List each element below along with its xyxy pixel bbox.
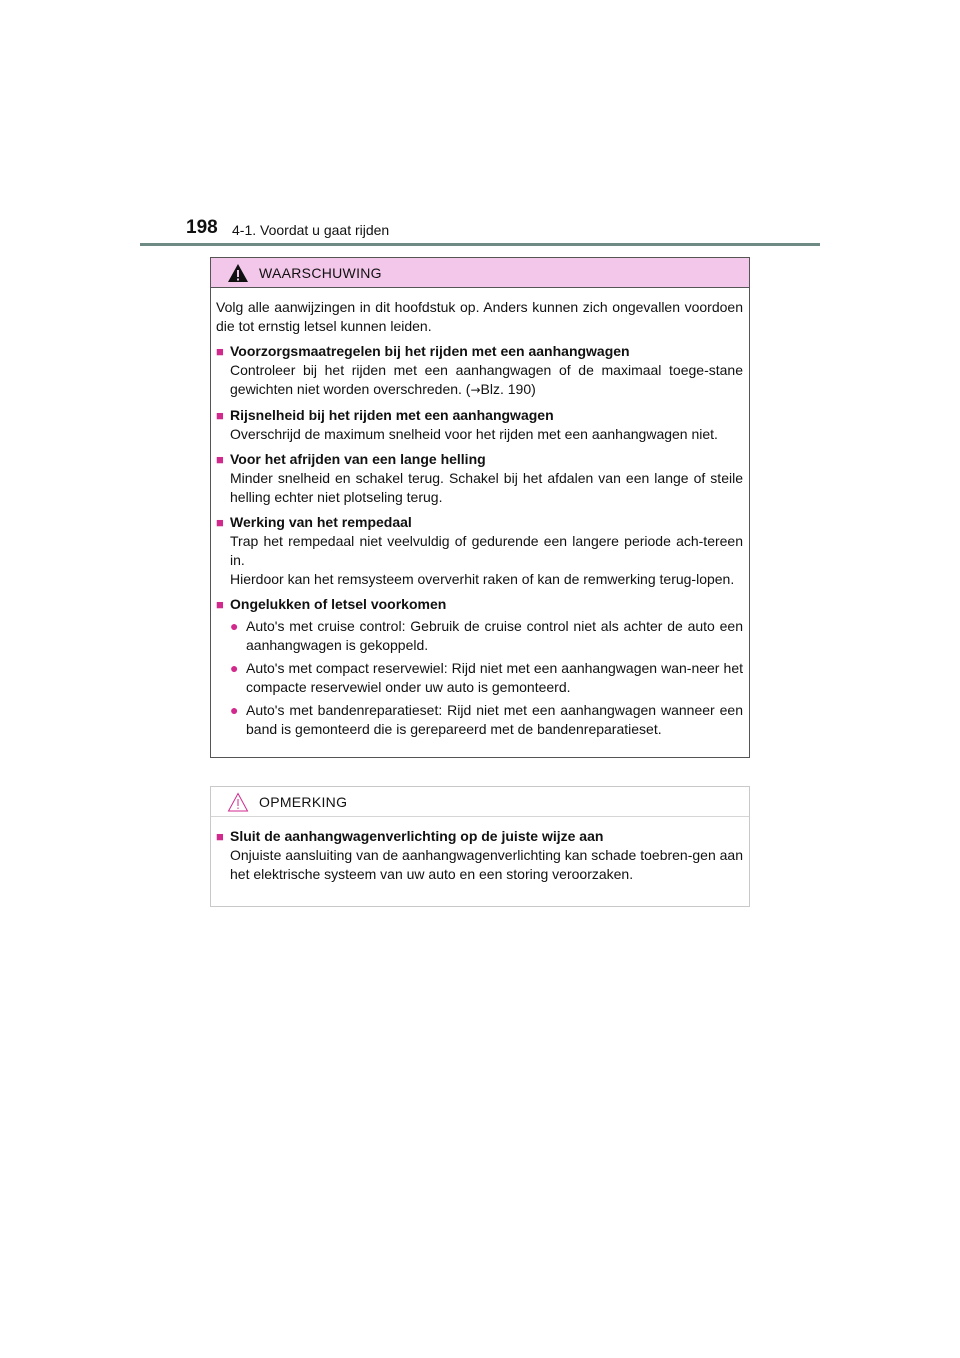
page-reference: Blz. 190) [480,381,536,397]
section-title-text: Ongelukken of letsel voorkomen [230,596,447,612]
section-title-text: Voor het afrijden van een lange helling [230,451,486,467]
chapter-title: 4-1. Voordat u gaat rijden [232,222,390,238]
section-title [216,513,743,532]
section-text: Hierdoor kan het remsysteem oververhit raken of kan de remwerking terug-lopen. [230,571,735,587]
section-text: Overschrijd de maximum snelheid voor het rijden met een aanhangwagen niet. [230,426,718,442]
section-title [216,595,743,614]
page-number: 198 [186,217,218,238]
warning-triangle-icon [227,263,249,283]
circle-bullet-icon: ● [230,660,239,676]
circle-bullet-icon: ● [230,618,239,634]
section-title-text: Rijsnelheid bij het rijden met een aanhangwagen [230,407,554,423]
note-title: OPMERKING [259,793,348,810]
warning-title: WAARSCHUWING [259,264,382,281]
warning-section-4 [216,513,743,589]
circle-bullet-icon: ● [230,702,239,718]
section-title [216,450,743,469]
section-title-text: Werking van het rempedaal [230,514,412,530]
section-title-text: Sluit de aanhangwagenverlichting op de juiste wijze aan [230,828,604,844]
warning-section-2 [216,406,743,444]
warning-intro: Volg alle aanwijzingen in dit hoofdstuk op. Anders kunnen zich ongevallen voordoen die tot ernstig letsel kunnen leiden. [216,299,743,334]
section-title [216,406,743,425]
warning-body [211,288,749,757]
list-item [230,659,743,697]
list-item-text: Auto's met compact reservewiel: Rijd niet met een aanhangwagen wan-neer het compacte reservewiel onder uw auto is gemonteerd. [246,660,743,695]
warning-section-1 [216,342,743,400]
square-bullet-icon: ■ [216,597,224,612]
section-title [216,342,743,361]
note-body [211,817,749,906]
warning-header [211,258,749,288]
header-rule [140,243,820,246]
list-item-text: Auto's met bandenreparatieset: Rijd niet met een aanhangwagen wanneer een band is gemonteerd die is gerepareerd met de bandenreparatieset. [246,702,743,737]
note-header [211,787,749,817]
section-text-part: Controleer bij het rijden met een aanhangwagen of de maximaal toege-stane gewichten niet worden overschreden. ( [230,362,743,397]
note-section-1 [216,827,743,884]
square-bullet-icon: ■ [216,515,224,530]
square-bullet-icon: ■ [216,344,224,359]
section-title [216,827,743,846]
section-text: Trap het rempedaal niet veelvuldig of gedurende een langere periode ach-tereen in. [230,533,743,568]
list-item [230,617,743,655]
section-text [216,361,743,400]
warning-box [210,257,750,758]
list-item-text: Auto's met cruise control: Gebruik de cruise control niet als achter de auto een aanhangwagen is gekoppeld. [246,618,743,653]
square-bullet-icon: ■ [216,452,224,467]
caution-triangle-icon [227,792,249,812]
list-item [230,701,743,739]
warning-section-5 [216,595,743,739]
section-text: Minder snelheid en schakel terug. Schakel bij het afdalen van een lange of steile helling echter niet plotseling terug. [230,470,743,505]
section-text: Onjuiste aansluiting van de aanhangwagenverlichting kan schade toebren-gen aan het elektrische systeem van uw auto en een storing veroorzaken. [230,847,743,882]
square-bullet-icon: ■ [216,408,224,423]
section-title-text: Voorzorgsmaatregelen bij het rijden met een aanhangwagen [230,343,630,359]
square-bullet-icon: ■ [216,829,224,844]
warning-section-3 [216,450,743,507]
note-box [210,786,750,907]
arrow-right-icon: → [470,383,481,397]
